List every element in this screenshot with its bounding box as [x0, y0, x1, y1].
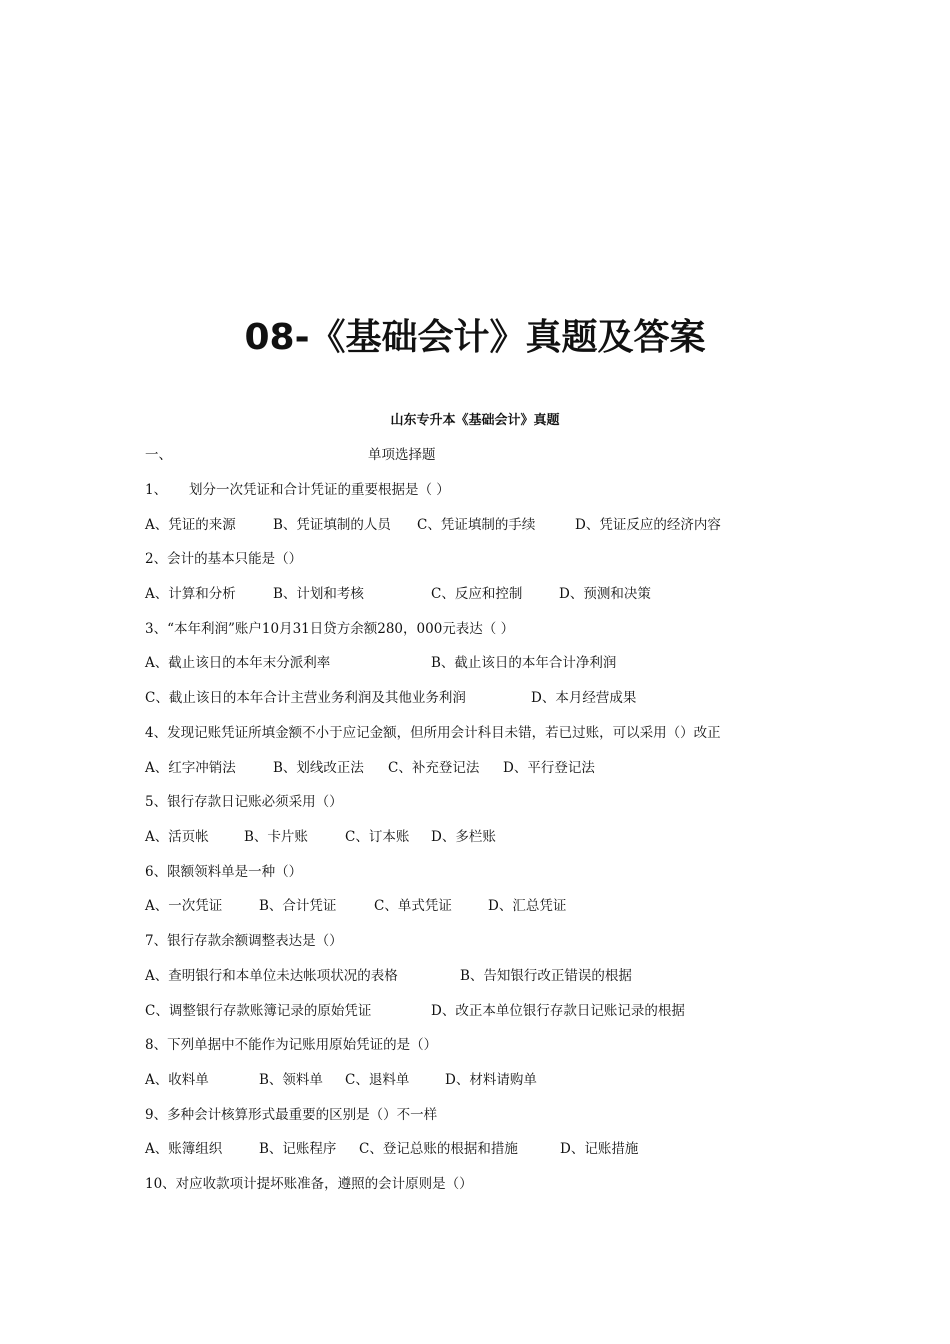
option-text: A、收料单: [145, 1072, 209, 1088]
option-text: B、卡片账: [244, 829, 308, 845]
option-text: C、凭证填制的手续: [417, 517, 536, 533]
question-text: 9、多种会计核算形式最重要的区别是（）不一样: [145, 1107, 438, 1123]
question-text: 6、限额领料单是一种（）: [145, 864, 303, 880]
option-text: B、记账程序: [259, 1141, 337, 1157]
option-text: C、登记总账的根据和措施: [359, 1141, 518, 1157]
option-text: C、补充登记法: [388, 760, 480, 776]
option-text: C、退料单: [345, 1072, 410, 1088]
option-text: A、截止该日的本年末分派利率: [145, 655, 331, 671]
question-text: 1、: [145, 482, 168, 498]
section-title: 单项选择题: [368, 447, 436, 463]
option-text: D、凭证反应的经济内容: [575, 517, 721, 533]
option-text: A、查明银行和本单位未达帐项状况的表格: [145, 968, 398, 984]
option-text: B、截止该日的本年合计净利润: [431, 655, 617, 671]
option-text: A、一次凭证: [145, 898, 223, 914]
option-text: B、合计凭证: [259, 898, 337, 914]
option-text: D、记账措施: [560, 1141, 639, 1157]
section-number: 一、: [145, 447, 172, 463]
option-text: C、调整银行存款账簿记录的原始凭证: [145, 1003, 372, 1019]
option-text: B、划线改正法: [273, 760, 364, 776]
question-text: 10、对应收款项计提坏账准备，遵照的会计原则是（）: [145, 1176, 473, 1192]
option-text: A、凭证的来源: [145, 517, 236, 533]
question-text: 划分一次凭证和合计凭证的重要根据是（ ）: [189, 482, 450, 498]
option-text: D、多栏账: [431, 829, 496, 845]
option-text: A、账簿组织: [145, 1141, 223, 1157]
option-text: D、平行登记法: [503, 760, 595, 776]
option-text: D、汇总凭证: [488, 898, 567, 914]
option-text: B、计划和考核: [273, 586, 364, 602]
question-text: 4、发现记账凭证所填金额不小于应记金额，但所用会计科目未错，若已过账，可以采用（）改正: [145, 725, 721, 741]
question-text: 7、银行存款余额调整表达是（）: [145, 933, 343, 949]
option-text: D、改正本单位银行存款日记账记录的根据: [431, 1003, 685, 1019]
option-text: B、领料单: [259, 1072, 323, 1088]
exam-subtitle: 山东专升本《基础会计》真题: [390, 413, 560, 428]
option-text: C、单式凭证: [374, 898, 452, 914]
option-text: A、红字冲销法: [145, 760, 236, 776]
option-text: D、本月经营成果: [531, 690, 637, 706]
question-text: 2、会计的基本只能是（）: [145, 551, 303, 567]
option-text: D、材料请购单: [445, 1072, 537, 1088]
question-text: 8、下列单据中不能作为记账用原始凭证的是（）: [145, 1037, 438, 1053]
question-text: 3、“本年利润”账户10月31日贷方余额280，000元表达（ ）: [145, 621, 515, 637]
option-text: A、活页帐: [145, 829, 209, 845]
option-text: B、告知银行改正错误的根据: [460, 968, 632, 984]
option-text: A、计算和分析: [145, 586, 236, 602]
option-text: C、订本账: [345, 829, 410, 845]
document-title: 08-《基础会计》真题及答案: [244, 317, 706, 358]
option-text: C、截止该日的本年合计主营业务利润及其他业务利润: [145, 690, 466, 706]
option-text: C、反应和控制: [431, 586, 523, 602]
option-text: D、预测和决策: [559, 586, 651, 602]
option-text: B、凭证填制的人员: [273, 517, 391, 533]
question-text: 5、银行存款日记账必须采用（）: [145, 794, 343, 810]
